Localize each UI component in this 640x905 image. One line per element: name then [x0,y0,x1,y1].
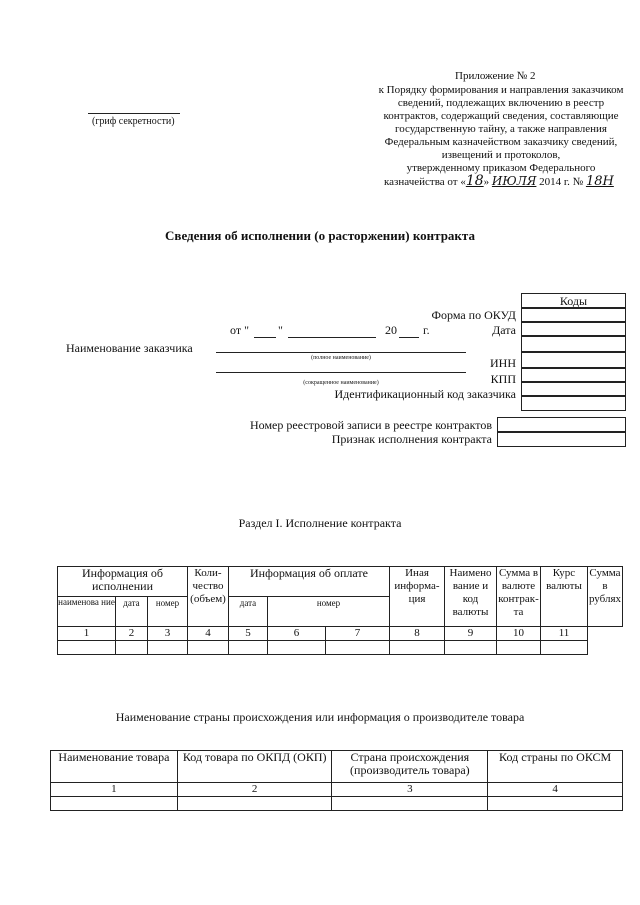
order-number: 18Н [585,174,614,189]
short-name-caption: (сокращенное наименование) [303,380,379,386]
customer-name-label: Наименование заказчика [66,341,193,355]
sub-col-date: дата [116,597,148,627]
registry-label: Номер реестровой записи в реестре контрактов [250,418,492,432]
kpp-label: КПП [490,372,516,386]
appendix-order-prefix: казначейства от [384,176,458,188]
customer-id-label: Идентификационный код заказчика [334,387,516,401]
col-num-6: 6 [268,627,326,641]
appendix-title: Приложение № 2 [455,70,536,82]
col-payment-info: Информация об оплате [229,567,390,597]
col-product-name: Наименование товара [51,751,178,783]
col-num-9: 9 [445,627,497,641]
full-name-caption: (полное наименование) [311,355,371,361]
table-row [51,797,623,811]
appendix-line-7: утвержденному приказом Федерального [406,162,596,174]
table-row [58,641,623,655]
pay-col-number: номер [268,597,390,627]
col-origin-country: Страна происхождения (производитель товара) [332,751,488,783]
form-date-year-line[interactable] [399,337,419,338]
country-col-num-3: 3 [332,783,488,797]
okud-label: Форма по ОКУД [431,308,516,322]
col-execution-info: Информация об исполнении [58,567,188,597]
secrecy-line [88,113,180,114]
execution-sign-label: Признак исполнения контракта [331,432,492,446]
form-date-month-line[interactable] [288,337,376,338]
customer-short-name-line[interactable] [216,372,466,373]
appendix-line-3: контрактов, содержащий сведения, составляющие [383,110,619,122]
pay-col-date: дата [229,597,268,627]
col-rate: Курс валюты [541,567,588,627]
date-label: Дата [492,323,516,337]
col-sum-rub: Сумма в рублях [588,567,623,627]
form-date-mid: " [278,323,283,337]
order-date-quote-open: « [460,176,466,188]
execution-sign-cell[interactable] [497,431,626,447]
col-num-2: 2 [116,627,148,641]
country-section-title: Наименование страны происхождения или информация о производителе товара [115,710,525,724]
col-sum-currency: Сумма в валюте контрак-та [497,567,541,627]
country-table [50,750,623,811]
appendix-line-5: Федеральным казначейством заказчику сведений, [384,136,618,148]
country-col-num-1: 1 [51,783,178,797]
appendix-line-4: государственную тайну, а также направления [394,123,607,135]
sub-col-number: номер [148,597,188,627]
col-currency-name: Наимено вание и код валюты [445,567,497,627]
form-date-prefix: от " [230,323,249,337]
col-num-3: 3 [148,627,188,641]
col-num-1: 1 [58,627,116,641]
order-date-year: 2014 г. № [539,176,584,188]
appendix-line-6: извещений и протоколов, [441,149,561,161]
appendix-line-2: сведений, подлежащих включению в реестр [397,97,605,109]
sub-col-name: наименова ние [58,597,116,627]
appendix-order-line [384,175,614,188]
section1-title: Раздел I. Исполнение контракта [238,516,402,530]
col-num-11: 11 [541,627,588,641]
col-num-5: 5 [229,627,268,641]
inn-label: ИНН [490,356,516,370]
customer-full-name-line[interactable] [216,352,466,353]
page-title: Сведения об исполнении (о расторжении) контракта [165,228,475,243]
form-date-year-suffix: г. [423,323,430,337]
secrecy-label: (гриф секретности) [92,116,175,127]
customer-id-code-cell[interactable] [521,395,626,411]
country-col-num-2: 2 [177,783,332,797]
order-date-month: ИЮЛЯ [491,174,537,188]
col-num-7: 7 [326,627,390,641]
col-num-10: 10 [497,627,541,641]
col-quantity: Коли-чество (объем) [188,567,229,627]
col-num-4: 4 [188,627,229,641]
col-other-info: Иная информа-ция [390,567,445,627]
appendix-line-1: к Порядку формирования и направления заказчиком [378,84,624,96]
order-date-day: 18 [465,173,484,189]
col-num-8: 8 [390,627,445,641]
codes-header: Коды [559,294,588,308]
execution-table [57,566,623,655]
col-okpd-code: Код товара по ОКПД (ОКП) [177,751,332,783]
form-date-day-line[interactable] [254,337,276,338]
country-col-num-4: 4 [488,783,623,797]
order-date-quote-close: » [483,176,490,188]
col-oksm-code: Код страны по ОКСМ [488,751,623,783]
form-date-year-prefix: 20 [385,323,397,337]
